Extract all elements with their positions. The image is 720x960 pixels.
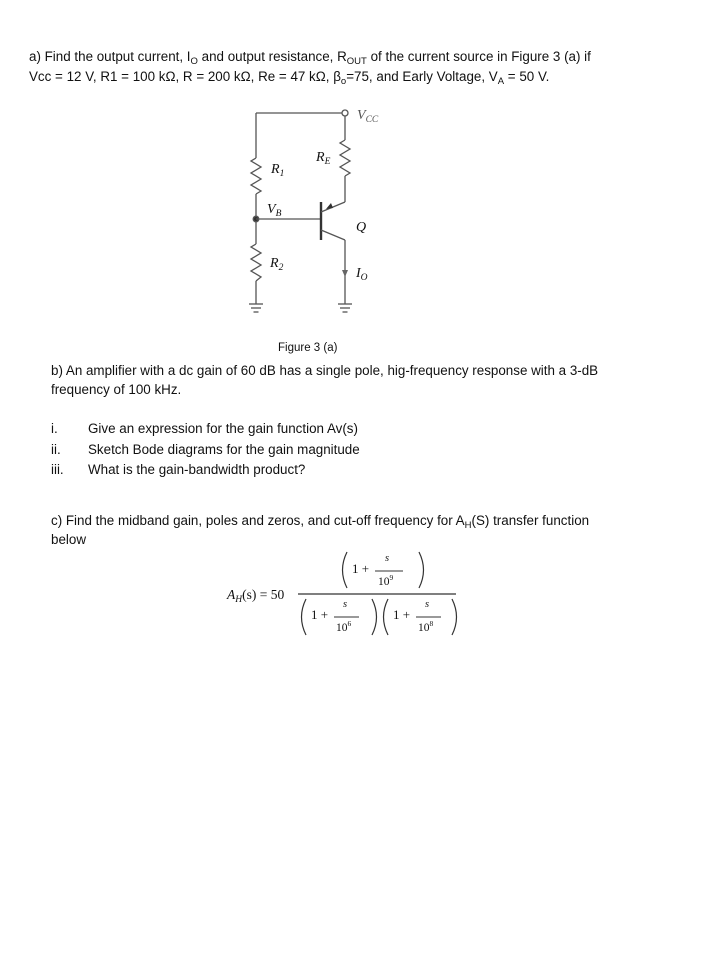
list-item-1-num: i. xyxy=(51,421,58,436)
den2-base: 10 xyxy=(418,621,430,634)
r2-label-sub: 2 xyxy=(278,263,284,273)
part-a-line1-post: of the current source in Figure 3 (a) if xyxy=(366,49,591,64)
formula-lhs-sub: H xyxy=(235,595,243,605)
part-a-line2-mid: =75, and Early Voltage, V xyxy=(346,69,498,84)
va-subscript: A xyxy=(497,76,505,87)
vb-label-sub: B xyxy=(275,209,282,219)
vcc-label-sub: CC xyxy=(365,115,379,125)
den1-denominator xyxy=(336,617,351,635)
den2-one-plus: 1 + xyxy=(393,607,411,622)
ah-subscript: H xyxy=(464,520,472,531)
vcc-label-text: V xyxy=(357,108,366,123)
den1-paren-right xyxy=(372,599,377,635)
list-item-2-text: Sketch Bode diagrams for the gain magnitude xyxy=(88,442,360,457)
part-c-line1-post: (S) transfer function xyxy=(471,513,590,528)
r2-label-text: R xyxy=(270,256,279,271)
den1-paren-left xyxy=(302,599,307,635)
part-b-line1: b) An amplifier with a dc gain of 60 dB has a single pole, hig-frequency response with a 3-dB xyxy=(51,363,599,378)
num-den-base: 10 xyxy=(378,575,390,588)
vb-label-text: V xyxy=(267,202,276,217)
den1-exp: 6 xyxy=(347,619,352,628)
r1-label-sub: 1 xyxy=(279,169,285,179)
list-item-1-text: Give an expression for the gain function Av(s) xyxy=(88,421,358,436)
num-one-plus: 1 + xyxy=(352,561,370,576)
part-c-line2: below xyxy=(51,532,86,547)
part-b-line2: frequency of 100 kHz. xyxy=(51,382,182,397)
den1-s: s xyxy=(343,599,348,610)
part-c-line1-text: c) Find the midband gain, poles and zeros, and cut-off frequency for A xyxy=(51,513,465,528)
den2-exp: 8 xyxy=(429,619,434,628)
den2-denominator xyxy=(418,617,433,635)
formula-lhs xyxy=(227,585,284,610)
part-a-line1-mid: and output resistance, R xyxy=(197,49,347,64)
list-item-3-num: iii. xyxy=(51,462,64,477)
io-label-sub: O xyxy=(360,273,368,283)
num-paren-right xyxy=(419,552,424,588)
io-label-text: I xyxy=(356,266,361,281)
re-label-sub: E xyxy=(324,157,331,167)
io-subscript: O xyxy=(190,56,198,67)
den1-one-plus: 1 + xyxy=(311,607,329,622)
den2-s: s xyxy=(425,599,430,610)
beta-subscript: o xyxy=(340,76,347,87)
figure-caption: Figure 3 (a) xyxy=(278,342,338,354)
den2-paren-left xyxy=(384,599,389,635)
r1-label-text: R xyxy=(271,162,280,177)
num-s: s xyxy=(385,553,390,564)
rout-subscript: OUT xyxy=(346,56,367,67)
part-a-line2-post: = 50 V. xyxy=(504,69,550,84)
list-item-2-num: ii. xyxy=(51,442,61,457)
re-label-text: R xyxy=(316,150,325,165)
den1-base: 10 xyxy=(336,621,348,634)
q-label: Q xyxy=(356,220,367,235)
formula-lhs-rest: (s) = 50 xyxy=(242,587,285,602)
formula-lhs-a: A xyxy=(227,587,236,602)
num-paren-left xyxy=(343,552,348,588)
num-den-exp: 9 xyxy=(389,573,394,582)
part-a-line2-text: Vcc = 12 V, R1 = 100 kΩ, R = 200 kΩ, Re = 47 kΩ, β xyxy=(29,69,341,84)
den2-paren-right xyxy=(452,599,457,635)
num-denominator xyxy=(378,571,393,589)
list-item-3-text: What is the gain-bandwidth product? xyxy=(88,462,306,477)
part-a-line1-text: a) Find the output current, I xyxy=(29,49,191,64)
